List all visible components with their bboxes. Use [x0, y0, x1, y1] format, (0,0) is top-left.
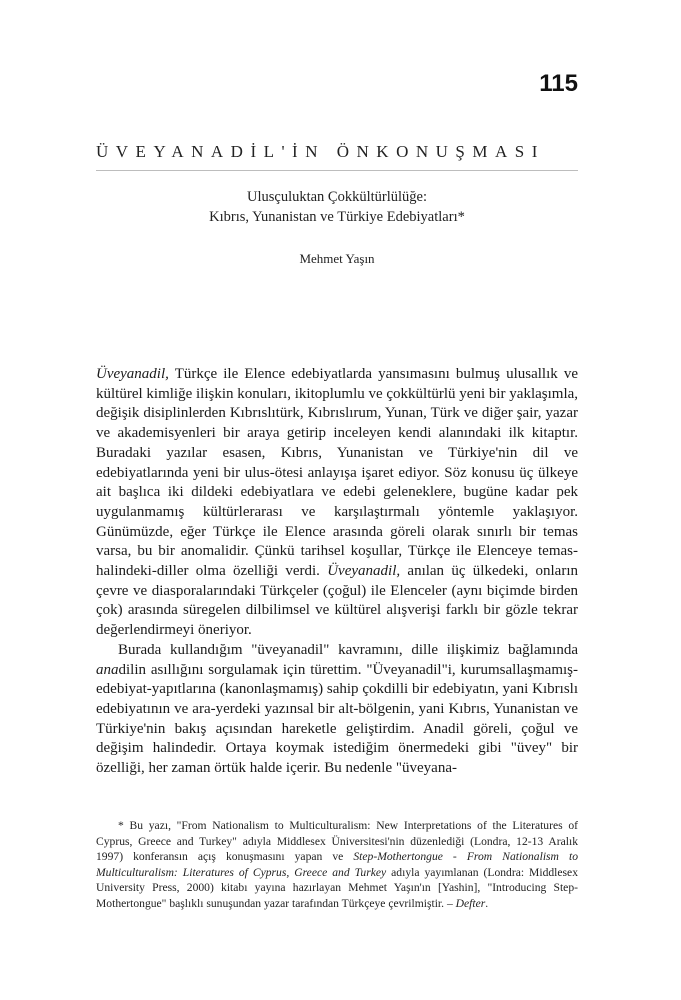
italic-term: Üveyanadil,	[327, 563, 401, 580]
page-number: 115	[539, 70, 578, 97]
header-rule	[96, 170, 578, 171]
text-run: Türkçe ile Elence edebiyatlarda yansımasını bulmuş ulusallık ve kültürel kimliğe ilişkin konuları, ikitoplumlu ve çokkültürlü yeni bir yaklaşımla, değişik disiplinlerden Kıbrıslıtürk, Kıbrıslırum, Yunan, Türk ve diğer şair, yazar ve akademisyenleri bir araya getirip inceleyen kendi alanındaki ilk kitaptır. Buradaki yazılar esasen, Kıbrıs, Yunanistan ve Türkiye'nin dil ve edebiyatlarında yeni bir ulus-ötesi anlayışa işaret ediyor. Söz konusu üç ülkeye ait başlıca iki dildeki edebiyatlara ve edebi geleneklere, bugüne kadar pek uygulanmamış kültürlerarası ve karşılaştırmalı yöntemle yaklaşıyor. Günümüzde, eğer Türkçe ile Elence arasında göreli olarak sınırlı bir temas varsa, bu bir anomalidir. Çünkü tarihsel koşullar, Türkçe ile Elenceye temas-halindeki-diller olma özelliği verdi.	[96, 366, 579, 580]
italic-source: Defter	[455, 896, 486, 910]
text-run: dilin asıllığını sorgulamak için türettim. "Üveyanadil"i, kurumsallaşmamış-edebiyat-yapıtlarına (kanonlaşmamış) sahip çokdilli bir edebiyatın, yani Kıbrıslı edebiyatının ve ara-yerdeki yazınsal bir alt-bölgenin, yani Kıbrıs, Yunanistan ve Türkiye'nin bakış açısından hareketle geliştirdim. Anadil göreli, çoğul ve değişim halindedir. Ortaya koymak istediğim önermedeki gibi "üvey" bir özelliği, her zaman örtük halde içerir. Bu nedenle "üveyana-	[96, 661, 578, 777]
text-run: * Bu yazı, "From Nationalism to Multiculturalism: New Interpretations of the Literatures of Cyprus, Greece and Turkey" adıyla Middlesex Üniversitesi'nin düzenlediği (Londra, 12-13 Aralık 1997) konferansın açış konuşmasını yapan ve	[96, 819, 578, 864]
paragraph-1	[96, 365, 578, 641]
italic-title: Step-Mothertongue - From Nationalism to Multiculturalism: Literatures of Cyprus, Greece and Turkey	[96, 850, 578, 879]
footnote	[96, 818, 578, 912]
running-header: ÜVEYANADİL'İN ÖNKONUŞMASI	[96, 142, 545, 161]
article-subtitle	[96, 187, 578, 227]
subtitle-line-1: Ulusçuluktan Çokkültürlülüğe:	[246, 189, 428, 205]
body-text	[96, 365, 578, 779]
text-run: .	[485, 896, 489, 910]
subtitle-line-2: Kıbrıs, Yunanistan ve Türkiye Edebiyatları*	[209, 209, 465, 225]
text-run: adıyla yayımlanan (Londra: Middlesex University Press, 2000) kitabı yayına hazırlayan Mehmet Yaşın'ın [Yashin], "Introducing Step-Mothertongue" başlıklı sunuşundan yazar tarafından Türkçeye çevrilmiştir. –	[96, 865, 579, 910]
italic-term: Üveyanadil,	[96, 366, 169, 382]
footnote-text	[96, 818, 578, 912]
author-name: Mehmet Yaşın	[299, 251, 375, 266]
paragraph-2	[96, 641, 578, 779]
text-run: Burada kullandığım "üveyanadil" kavramını, dille ilişkimiz bağlamında	[118, 641, 578, 658]
italic-term: ana	[96, 661, 119, 678]
text-run: anılan üç ülkedeki, onların çevre ve diasporalarındaki Türkçeler (çoğul) ile Elenceler (aynı biçimde birden çok) arasında süregelen dilbilimsel ve kültürel alışverişi farklı bir gözle tekrar değerlendirmeyi öneriyor.	[96, 563, 578, 639]
